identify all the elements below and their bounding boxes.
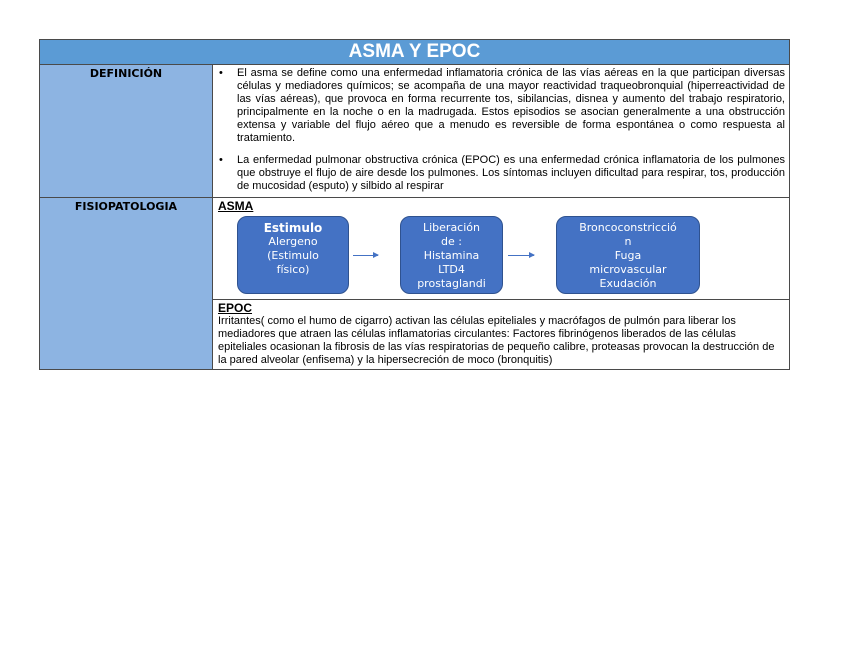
box-line: Exudación bbox=[599, 277, 657, 290]
flow-box-broncoconstriccion bbox=[556, 216, 700, 294]
epoc-heading: EPOC bbox=[218, 301, 253, 315]
flow-arrow-2 bbox=[508, 255, 534, 256]
box-line: Estimulo bbox=[263, 221, 323, 235]
box-line: de : bbox=[441, 235, 462, 248]
flow-arrow-1 bbox=[353, 255, 378, 256]
box-line: prostaglandi bbox=[417, 277, 486, 290]
box-line: físico) bbox=[276, 263, 310, 276]
box-line: microvascular bbox=[589, 263, 667, 276]
box-line: Alergeno bbox=[268, 235, 318, 248]
asma-heading: ASMA bbox=[218, 199, 254, 213]
flow-box-liberacion bbox=[400, 216, 503, 294]
definicion-label: DEFINICIÓN bbox=[40, 65, 213, 197]
box-line: Liberación bbox=[422, 221, 480, 234]
definicion-row bbox=[40, 65, 789, 198]
bullet-marker: • bbox=[219, 154, 223, 166]
definicion-epoc-text: La enfermedad pulmonar obstructiva crónica (EPOC) es una enfermedad crónica inflamatoria de los pulmones que obstruye el flujo de aire desde los pulmones. Los síntomas incluyen dificultad para respirar, tos, producción de mucosidad (esputo) y silbido al respirar bbox=[237, 154, 785, 192]
fisiopatologia-row bbox=[40, 198, 789, 369]
box-line: Histamina bbox=[423, 249, 480, 262]
box-line: (Estimulo bbox=[267, 249, 319, 262]
fisiopatologia-label: FISIOPATOLOGIA bbox=[40, 198, 213, 369]
flow-box-estimulo bbox=[237, 216, 349, 294]
box-line: Broncoconstricció bbox=[579, 221, 677, 234]
table-title: ASMA Y EPOC bbox=[40, 40, 789, 65]
bullet-marker: • bbox=[219, 67, 223, 79]
box-line: n bbox=[624, 235, 632, 248]
fisiopatologia-content bbox=[213, 198, 789, 369]
definicion-bullet-asma bbox=[217, 67, 785, 145]
asma-epoc-table bbox=[39, 39, 790, 370]
asma-section bbox=[213, 198, 789, 300]
box-line: Fuga bbox=[614, 249, 642, 262]
definicion-content bbox=[213, 65, 789, 197]
definicion-asma-text: El asma se define como una enfermedad inflamatoria crónica de las vías aéreas en la que participan diversas células y mediadores químicos; se acompaña de una mayor reactividad traqueobronquial (hiperreactividad de las vías aéreas), que provoca en forma recurrente tos, sibilancias, disnea y aumento del trabajo respiratorio, principalmente en la noche o en la madrugada. Estos episodios se asocian generalmente a una obstrucción extensa y variable del flujo aéreo que a menudo es reversible de forma espontánea o como respuesta al tratamiento. bbox=[237, 67, 785, 144]
epoc-text: Irritantes( como el humo de cigarro) activan las células epiteliales y macrófagos de pulmón para liberar los mediadores que atraen las células inflamatorias circulantes: Factores fibrinógenos liberados de las células epiteliales ocasionan la fibrosis de las vías respiratorias de pequeño calibre, proteasas provocan la destrucción de la pared alveolar (enfisema) y la hipersecreción de moco (bronquitis) bbox=[218, 315, 775, 366]
epoc-section bbox=[213, 300, 789, 369]
box-line: LTD4 bbox=[438, 263, 465, 276]
definicion-bullet-epoc bbox=[217, 154, 785, 193]
